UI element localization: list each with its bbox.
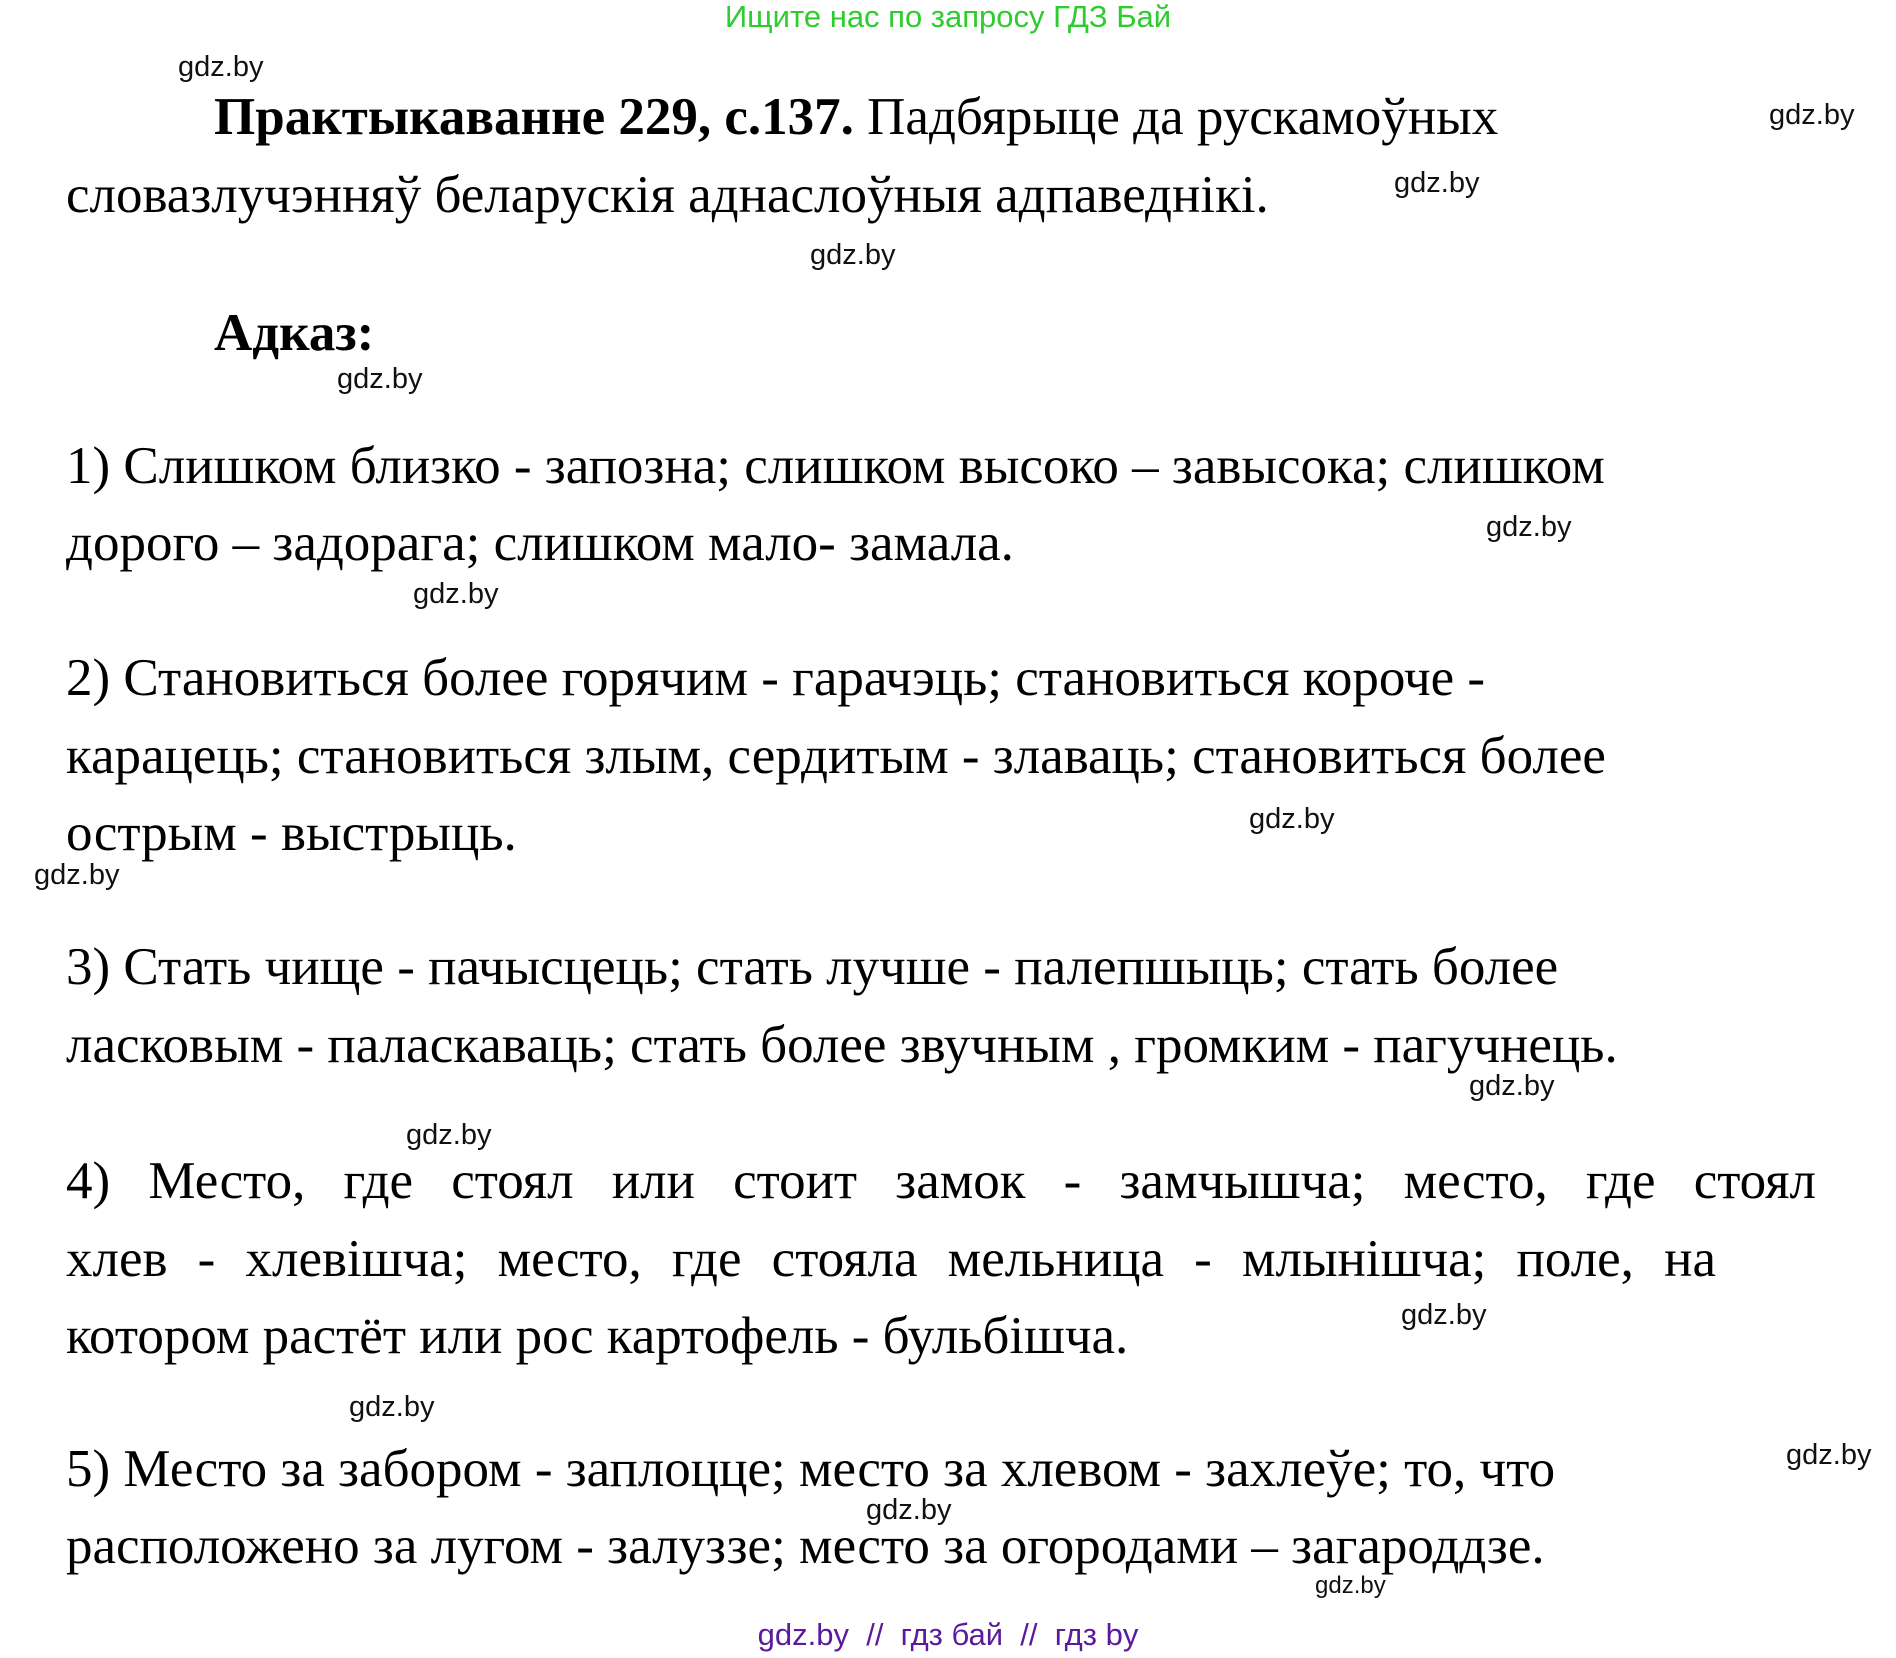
exercise-instruction: Падбярыце да рускамоўных (853, 88, 1499, 146)
answer-label: Адказ: (214, 304, 375, 362)
watermark: gdz.by (1786, 1439, 1872, 1471)
watermark: gdz.by (1394, 167, 1480, 199)
answer-5-line-2: расположено за лугом - залуззе; место за огородами – загароддзе. (66, 1517, 1545, 1575)
answer-1-line-2: дорого – задорага; слишком мало- замала. (66, 514, 1014, 572)
watermark: gdz.by (1469, 1070, 1555, 1102)
watermark: gdz.by (1315, 1572, 1386, 1599)
answer-1-line-1: 1) Слишком близко - запозна; слишком высоко – завысока; слишком (66, 437, 1605, 495)
watermark: gdz.by (810, 239, 896, 271)
answer-2-line-2: карацець; становиться злым, сердитым - злаваць; становиться более (66, 727, 1606, 785)
answer-2-line-3: острым - выстрыць. (66, 804, 517, 862)
watermark: gdz.by (1249, 803, 1335, 835)
watermark: gdz.by (406, 1119, 492, 1151)
watermark: gdz.by (866, 1494, 952, 1526)
answer-3-line-2: ласковым - паласкаваць; стать более звучным , громким - пагучнець. (66, 1016, 1618, 1074)
watermark: gdz.by (34, 859, 120, 891)
answer-4-line-3: котором растёт или рос картофель - бульбішча. (66, 1307, 1129, 1365)
answer-5-line-1: 5) Место за забором - заплоцце; место за хлевом - захлеўе; то, что (66, 1440, 1556, 1498)
watermark: gdz.by (337, 363, 423, 395)
exercise-number: Практыкаванне 229, с.137. (214, 88, 854, 146)
watermark: gdz.by (413, 578, 499, 610)
answer-4-line-1: 4) Место, где стоял или стоит замок - замчышча; место, где стоял (66, 1152, 1816, 1210)
answer-4-line-2: хлев - хлевішча; место, где стояла мельница - млынішча; поле, на (66, 1230, 1716, 1288)
footer-banner: gdz.by // гдз бай // гдз by (757, 1617, 1139, 1652)
watermark: gdz.by (1769, 99, 1855, 131)
watermark: gdz.by (178, 51, 264, 83)
header-banner: Ищите нас по запросу ГДЗ Бай (724, 0, 1172, 34)
answer-3-line-1: 3) Стать чище - пачысцець; стать лучше - палепшыць; стать более (66, 938, 1559, 996)
watermark: gdz.by (1401, 1299, 1487, 1331)
answer-2-line-1: 2) Становиться более горячим - гарачэць; становиться короче - (66, 649, 1486, 707)
watermark: gdz.by (349, 1391, 435, 1423)
exercise-title-line1 (214, 88, 1499, 146)
watermark: gdz.by (1486, 511, 1572, 543)
exercise-title-line2: словазлучэнняў беларускія аднаслоўныя адпаведнікі. (66, 166, 1269, 224)
